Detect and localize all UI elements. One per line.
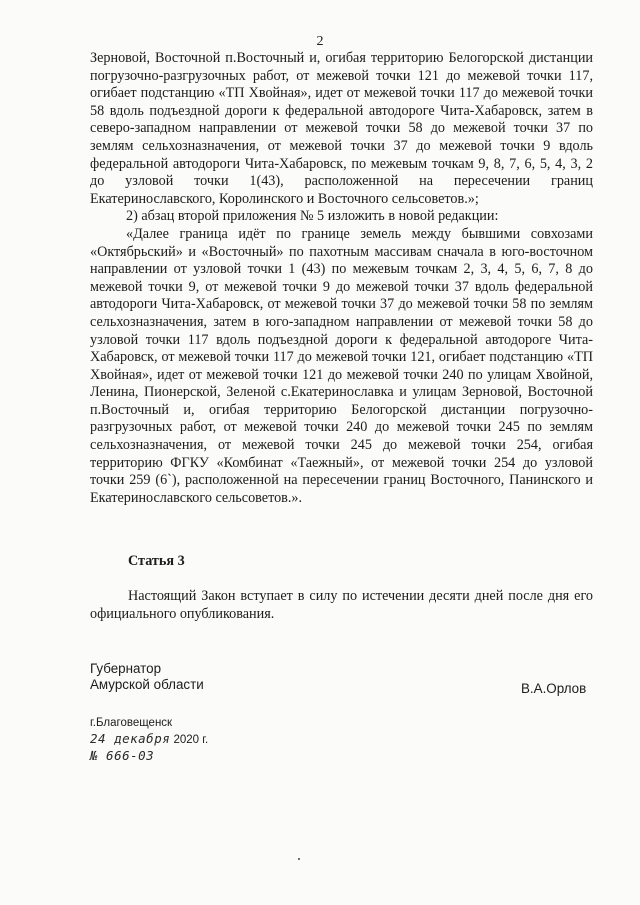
signer-name: В.А.Орлов <box>521 681 587 696</box>
signer-title-line-1: Губернатор <box>90 661 162 676</box>
scan-speck <box>298 858 300 860</box>
paragraph-amendment-item: 2) абзац второй приложения № 5 изложить в новой редакции: <box>126 208 499 225</box>
article-heading: Статья 3 <box>128 553 185 569</box>
date-year: 2020 г. <box>173 734 209 746</box>
place: г.Благовещенск <box>90 717 173 729</box>
body-text <box>90 50 593 507</box>
date-handwritten: 24 декабря <box>90 731 171 746</box>
law-number-handwritten: № 666-03 <box>90 748 155 763</box>
signer-title-line-2: Амурской области <box>90 676 204 692</box>
paragraph-continuation: Зерновой, Восточной п.Восточный и, огибая территорию Белогорской дистанции погрузочно-разгрузочных работ, от межевой точки 121 до межевой точки 117, огибает подстанцию «ТП Хвойная», идет от межевой точки 117 до межевой точки 58 вдоль подъездной дороги к федеральной автодороге Чита-Хабаровск, затем в северо-западном направлении от межевой точки 58 до межевой точки 37 по землям сельхозназначения, от межевой точки 37 до межевой точки 9 вдоль федеральной автодороги Чита-Хабаровск, по межевым точкам 9, 8, 7, 6, 5, 4, 3, 2 до узловой точки 1(43), расположенной на пересечении границ Екатеринославского, Королинского и Восточного сельсоветов.»; <box>90 50 593 207</box>
place-date-block <box>90 716 208 763</box>
closing-paragraph: Настоящий Закон вступает в силу по истечении десяти дней после дня его официального опубликования. <box>90 588 593 622</box>
signer-title <box>90 661 204 692</box>
date-line <box>90 731 208 748</box>
paragraph-new-wording: «Далее граница идёт по границе земель между бывшими совхозами «Октябрьский» и «Восточный» по пахотным массивам сначала в юго-восточном направлении от узловой точки 1 (43) по межевым точкам 2, 3, 4, 5, 6, 7, 8 до межевой точки 9, от межевой точки 9 до межевой точки 37 вдоль федеральной автодороги Чита-Хабаровск, от межевой точки 37 до межевой точки 58 по землям сельхозназначения, затем в юго-западном направлении от межевой точки 58 до узловой точки 117 вдоль подъездной дороги к федеральной автодороге Чита-Хабаровск, от межевой точки 117 до межевой точки 121, огибает подстанцию «ТП Хвойная», идет от межевой точки 121 до межевой точки 240 по улицам Хвойной, Ленина, Пионерской, Зеленой с.Екатеринославка и улицам Зерновой, Восточной п.Восточный и, огибая территорию Белогорской дистанции погрузочно-разгрузочных работ, от межевой точки 240 до межевой точки 245 по землям сельхозназначения, от межевой точки 245 до межевой точки 254, огибая территорию ФГКУ «Комбинат «Таежный», от межевой точки 254 до узловой точки 259 (6`), расположенной на пересечении границ Восточного, Панинского и Екатеринославского сельсоветов.». <box>90 225 593 506</box>
page-number: 2 <box>316 34 324 49</box>
